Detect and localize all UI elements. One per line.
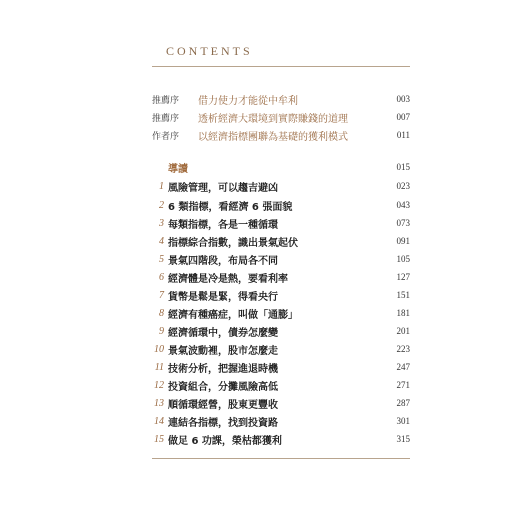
page-number: 151 — [396, 290, 410, 300]
chapter-number: 11 — [154, 361, 164, 373]
chapter-row — [120, 214, 410, 232]
chapter-row — [120, 394, 410, 412]
chapter-number: 1 — [159, 180, 164, 192]
chapter-number: 6 — [159, 271, 164, 283]
chapter-title: 風險管理，可以趨吉避凶 — [168, 182, 278, 194]
page-number: 201 — [396, 326, 410, 336]
chapter-title: 經濟體是冷是熱，要看利率 — [168, 273, 288, 285]
chapter-title: 做足 6 功課，榮枯都獲利 — [168, 435, 282, 447]
chapter-row — [120, 304, 410, 322]
chapter-number: 8 — [159, 307, 164, 319]
chapter-title: 貨幣是鬆是緊，得看央行 — [168, 291, 278, 303]
chapter-title: 連結各指標，找到投資路 — [168, 417, 278, 429]
page-number: 315 — [396, 434, 410, 444]
page-number: 015 — [396, 162, 410, 172]
preface-label: 推薦序 — [152, 113, 180, 124]
page-number: 223 — [396, 344, 410, 354]
page-number: 247 — [396, 362, 410, 372]
chapter-number: 10 — [154, 343, 164, 355]
chapter-row — [120, 232, 410, 250]
chapter-number: 9 — [159, 325, 164, 337]
intro-row — [120, 158, 410, 176]
top-rule — [152, 66, 410, 67]
chapter-number: 2 — [159, 199, 164, 211]
chapter-number: 3 — [159, 217, 164, 229]
chapter-title: 景氣四階段，布局各不同 — [168, 255, 278, 267]
page-number: 073 — [396, 218, 410, 228]
preface-label: 推薦序 — [152, 95, 180, 106]
chapter-number: 14 — [154, 415, 164, 427]
chapter-row — [120, 358, 410, 376]
bottom-rule — [152, 458, 410, 459]
contents-heading: CONTENTS — [166, 44, 253, 58]
preface-label: 作者序 — [152, 131, 180, 142]
chapter-number: 12 — [154, 379, 164, 391]
page-number: 287 — [396, 398, 410, 408]
page-number: 091 — [396, 236, 410, 246]
chapter-number: 4 — [159, 235, 164, 247]
chapter-title: 每類指標，各是一種循環 — [168, 219, 278, 231]
chapter-title: 順循環經營，股東更豐收 — [168, 399, 278, 411]
preface-title: 以經濟指標團聯為基礎的獲利模式 — [198, 131, 348, 143]
chapter-title: 經濟循環中，債券怎麼變 — [168, 327, 278, 339]
chapter-title: 投資組合，分攤風險高低 — [168, 381, 278, 393]
chapter-title: 經濟有種癌症，叫做「通膨」 — [168, 309, 298, 321]
page-number: 105 — [396, 254, 410, 264]
chapter-row — [120, 340, 410, 358]
preface-title: 透析經濟大環境到實際賺錢的道理 — [198, 113, 348, 125]
page-number: 301 — [396, 416, 410, 426]
page-number: 127 — [396, 272, 410, 282]
intro-title: 導讀 — [168, 163, 188, 175]
chapter-row — [120, 286, 410, 304]
chapter-number: 13 — [154, 397, 164, 409]
chapter-title: 技術分析，把握進退時機 — [168, 363, 278, 375]
page-number: 181 — [396, 308, 410, 318]
page-number: 011 — [396, 130, 410, 140]
chapter-title: 指標綜合指數，識出景氣起伏 — [168, 237, 298, 249]
preface-row — [120, 90, 410, 108]
chapter-number: 7 — [159, 289, 164, 301]
chapter-row — [120, 177, 410, 195]
preface-row — [120, 108, 410, 126]
preface-title: 借力使力才能從中牟利 — [198, 95, 298, 107]
preface-row — [120, 126, 410, 144]
chapter-row — [120, 268, 410, 286]
chapter-number: 5 — [159, 253, 164, 265]
chapter-row — [120, 196, 410, 214]
chapter-row — [120, 430, 410, 448]
chapter-title: 6 類指標，看經濟 6 張面貌 — [168, 201, 293, 213]
page-number: 043 — [396, 200, 410, 210]
chapter-row — [120, 412, 410, 430]
page-number: 007 — [396, 112, 410, 122]
chapter-row — [120, 322, 410, 340]
page-number: 023 — [396, 181, 410, 191]
chapter-title: 景氣波動裡，股市怎麼走 — [168, 345, 278, 357]
page-number: 003 — [396, 94, 410, 104]
chapter-row — [120, 376, 410, 394]
chapter-number: 15 — [154, 433, 164, 445]
page-number: 271 — [396, 380, 410, 390]
chapter-row — [120, 250, 410, 268]
